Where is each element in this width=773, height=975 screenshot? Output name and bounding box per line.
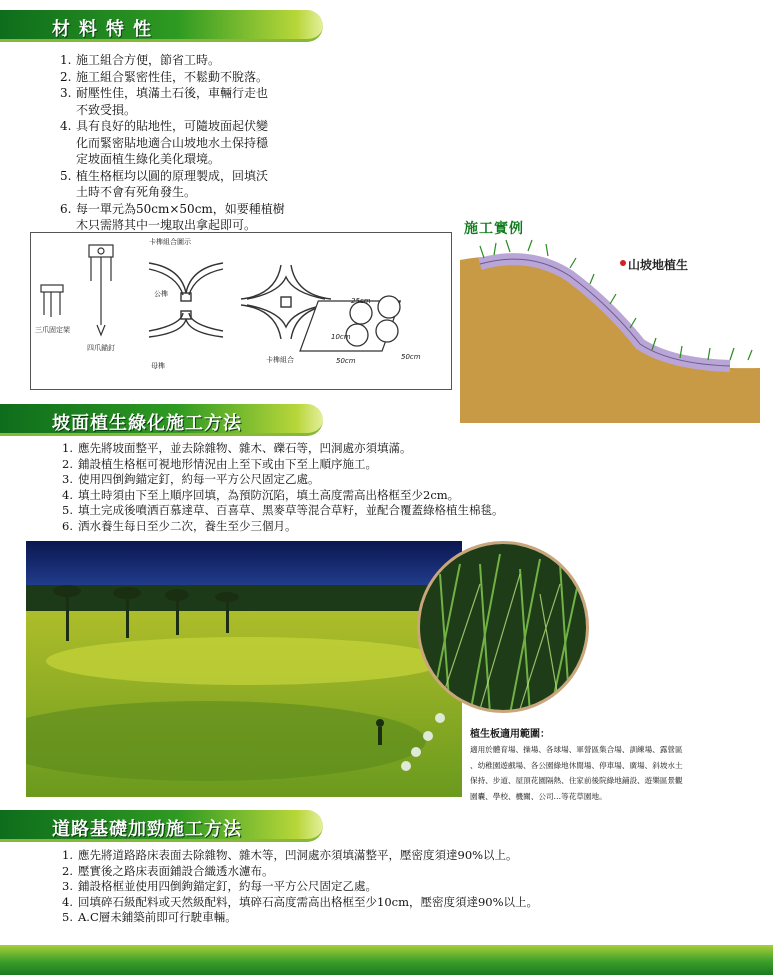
label-dim-50b: 50cm — [401, 353, 421, 361]
list-item — [60, 52, 360, 69]
section-title-slope: 坡面植生綠化施工方法 — [52, 413, 242, 434]
label-three-claw: 三爪固定架 — [35, 326, 70, 334]
item-text-line: 不致受損。 — [76, 102, 137, 117]
list-item — [62, 457, 722, 473]
marker-dot — [620, 260, 626, 266]
section-banner-materials — [0, 10, 323, 42]
golf-course-illustration — [26, 541, 462, 797]
item-text — [76, 85, 360, 118]
label-female: 母榫 — [151, 362, 165, 370]
grass-closeup — [417, 541, 589, 713]
item-text: 應先將道路路床表面去除雜物、雜木等，凹洞處亦須填滿整平，壓密度須達90%以上。 — [78, 848, 518, 862]
item-number: 3. — [62, 879, 73, 893]
label-dim-50a: 50cm — [336, 357, 356, 365]
section-title-road: 道路基礎加勁施工方法 — [52, 819, 242, 840]
item-number: 6. — [60, 201, 72, 216]
item-text: 填土完成後噴洒百慕達草、百喜草、黑麥草等混合草籽，並配合覆蓋綠格植生棉毯。 — [78, 503, 504, 517]
item-text: 洒水養生每日至少二次，養生至少三個月。 — [78, 518, 297, 533]
item-text — [76, 69, 360, 86]
example-tag: 山坡地植生 — [628, 258, 689, 272]
joint-diagram-drawing — [31, 233, 451, 389]
label-combo: 卡榫組合 — [266, 356, 294, 364]
list-item — [60, 168, 360, 201]
list-item — [60, 85, 360, 118]
item-text: 填土時須由下至上順序回填，為預防沉陷，填土高度需高出格框至少2cm。 — [78, 487, 460, 502]
grass-closeup-illustration — [420, 544, 589, 713]
usage-line: 、幼稚園遊戲場、各公園綠地休閒場、停車場、廣場、斜坡水土 — [470, 760, 683, 770]
footer-bar — [0, 945, 773, 975]
list-item — [62, 441, 722, 457]
item-number: 5. — [60, 168, 72, 183]
usage-title: 植生板適用範圍： — [470, 729, 550, 740]
list-item — [62, 503, 722, 519]
item-text: 鋪設格框並使用四倒鉤錨定釘，約每一平方公尺固定乙處。 — [78, 879, 377, 893]
item-text: 應先將坡面整平，並去除雜物、雜木、礫石等，凹洞處亦須填滿。 — [78, 441, 412, 455]
item-text-line: 施工組合緊密性佳，不鬆動不脫落。 — [76, 69, 269, 84]
usage-scope — [470, 725, 770, 804]
item-text — [76, 52, 360, 69]
item-text: 使用四倒鉤錨定釘，約每一平方公尺固定乙處。 — [78, 472, 320, 486]
label-four-claw: 四爪錨釘 — [87, 344, 115, 352]
item-text-line: 木只需將其中一塊取出拿起即可。 — [76, 218, 257, 232]
slope-method-list — [62, 441, 722, 534]
list-item — [62, 895, 742, 911]
zoom-connector-dots — [400, 712, 450, 772]
section-title-materials: 材料特性 — [52, 19, 160, 40]
list-item — [62, 910, 742, 926]
label-dim-10: 10cm — [331, 333, 351, 341]
item-text — [76, 118, 360, 168]
diagram-header: 卡榫組合圖示 — [149, 238, 191, 246]
list-item — [62, 472, 722, 488]
item-number: 2. — [60, 69, 72, 84]
label-male: 公榫 — [154, 290, 168, 298]
item-number: 6. — [62, 518, 73, 533]
item-text: 回填碎石級配料或天然級配料，填碎石高度需高出格框至少10cm，壓密度須達90%以上。 — [78, 894, 539, 909]
list-item — [60, 118, 360, 168]
list-item — [62, 848, 742, 864]
item-number: 1. — [60, 53, 72, 67]
usage-line: 適用於體育場、操場、各球場、軍營區集合場、訓練場、露營區 — [470, 745, 683, 754]
label-dim-25: 25cm — [351, 297, 371, 305]
list-item — [62, 519, 722, 535]
section-banner-road — [0, 810, 323, 842]
usage-body — [470, 742, 770, 804]
item-number: 4. — [62, 894, 73, 909]
item-text-line: 土時不會有死角發生。 — [76, 185, 197, 199]
item-number: 1. — [62, 441, 73, 455]
list-item — [62, 488, 722, 504]
item-number: 1. — [62, 848, 73, 862]
usage-line: 園囊、學校、機關、公司…等花草園地。 — [470, 791, 607, 801]
item-text-line: 植生格框均以圓的原理製成，回填沃 — [76, 168, 269, 183]
list-item — [60, 201, 360, 234]
slope-illustration — [460, 218, 760, 423]
joint-diagram — [30, 232, 452, 390]
item-text-line: 化而緊密貼地適合山坡地水土保持穩 — [76, 135, 269, 150]
list-item — [60, 69, 360, 86]
item-number: 5. — [62, 503, 73, 517]
materials-list — [60, 52, 360, 234]
item-number: 4. — [62, 487, 73, 502]
item-text: 鋪設植生格框可視地形情況由上至下或由下至上順序施工。 — [78, 456, 377, 471]
item-text — [76, 168, 360, 201]
item-text-line: 施工組合方便，節省工時。 — [76, 53, 221, 67]
item-number: 5. — [62, 910, 73, 924]
item-text-line: 定坡面植生綠化美化環境。 — [76, 152, 221, 166]
item-number: 3. — [60, 86, 72, 100]
item-number: 4. — [60, 119, 72, 133]
item-number: 2. — [62, 456, 73, 471]
item-text-line: 每一單元為50cm×50cm，如要種植樹 — [76, 201, 285, 216]
list-item — [62, 864, 742, 880]
section-banner-slope — [0, 404, 323, 436]
item-text: 壓實後之路床表面鋪設合織透水濾布。 — [78, 863, 274, 878]
item-number: 2. — [62, 863, 73, 878]
item-text-line: 耐壓性佳，填滿土石後，車輛行走也 — [76, 86, 269, 100]
golf-course-photo — [26, 541, 462, 797]
item-text-line: 具有良好的貼地性，可隨坡面起伏變 — [76, 119, 269, 133]
usage-line: 保持、步道、屋頂花園隔熱、住家前後院綠地鋪設、遊樂區景觀 — [470, 776, 683, 785]
item-text: A.C層未鋪築前即可行駛車輛。 — [78, 910, 237, 924]
slope-example — [460, 218, 760, 423]
example-title: 施工實例 — [464, 221, 524, 237]
item-text — [76, 201, 360, 234]
road-method-list — [62, 848, 742, 926]
item-number: 3. — [62, 472, 73, 486]
list-item — [62, 879, 742, 895]
